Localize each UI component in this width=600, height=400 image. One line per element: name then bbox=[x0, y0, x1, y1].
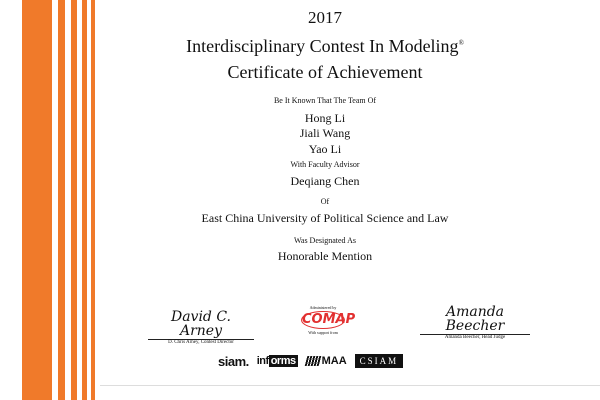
maa-text: MAA bbox=[321, 355, 347, 367]
team-member: Hong Li bbox=[304, 111, 346, 125]
team-member: Jiali Wang bbox=[299, 126, 351, 140]
university-name: East China University of Political Science and Law bbox=[201, 211, 449, 225]
comap-logo: COMAP bbox=[302, 312, 356, 327]
maa-mark-icon bbox=[304, 356, 321, 366]
registered-mark: ® bbox=[458, 39, 464, 47]
certificate-title: Certificate of Achievement bbox=[227, 62, 423, 82]
contest-name-text: Interdisciplinary Contest In Modeling bbox=[186, 36, 459, 56]
orange-stripe bbox=[91, 0, 95, 400]
advisor-label: With Faculty Advisor bbox=[290, 160, 360, 169]
certificate-year: 2017 bbox=[308, 8, 342, 27]
orange-stripe bbox=[71, 0, 77, 400]
maa-logo bbox=[306, 355, 347, 367]
designated-label: Was Designated As bbox=[293, 236, 356, 245]
team-member: Yao Li bbox=[308, 142, 342, 156]
bottom-rule bbox=[100, 385, 600, 386]
sponsor-logos bbox=[218, 353, 403, 369]
signature-caption: Amanda Beecher, Head Judge bbox=[444, 335, 506, 340]
informs-logo bbox=[257, 355, 298, 367]
contest-director-signature bbox=[148, 310, 254, 345]
informs-prefix: inf bbox=[256, 355, 269, 367]
orange-stripe bbox=[58, 0, 65, 400]
csiam-logo: CSIAM bbox=[355, 354, 404, 368]
comap-logo-block bbox=[293, 305, 356, 335]
orange-stripe bbox=[22, 0, 52, 400]
informs-box: orms bbox=[270, 355, 296, 367]
head-judge-signature bbox=[420, 305, 530, 340]
of-label: Of bbox=[320, 197, 330, 206]
award-name: Honorable Mention bbox=[277, 249, 373, 263]
orange-stripe bbox=[82, 0, 87, 400]
siam-logo: siam. bbox=[218, 353, 249, 369]
intro-text: Be It Known That The Team Of bbox=[273, 96, 377, 105]
signature-caption: D. Chris Arney, Contest Director bbox=[168, 340, 234, 345]
administered-by-label: Administered by bbox=[309, 305, 337, 310]
signature-script: David C. Arney bbox=[170, 309, 232, 339]
signature-script: Amanda Beecher bbox=[445, 304, 505, 334]
support-label: With support from bbox=[308, 330, 338, 335]
advisor-name: Deqiang Chen bbox=[290, 174, 360, 188]
contest-name bbox=[100, 36, 550, 57]
